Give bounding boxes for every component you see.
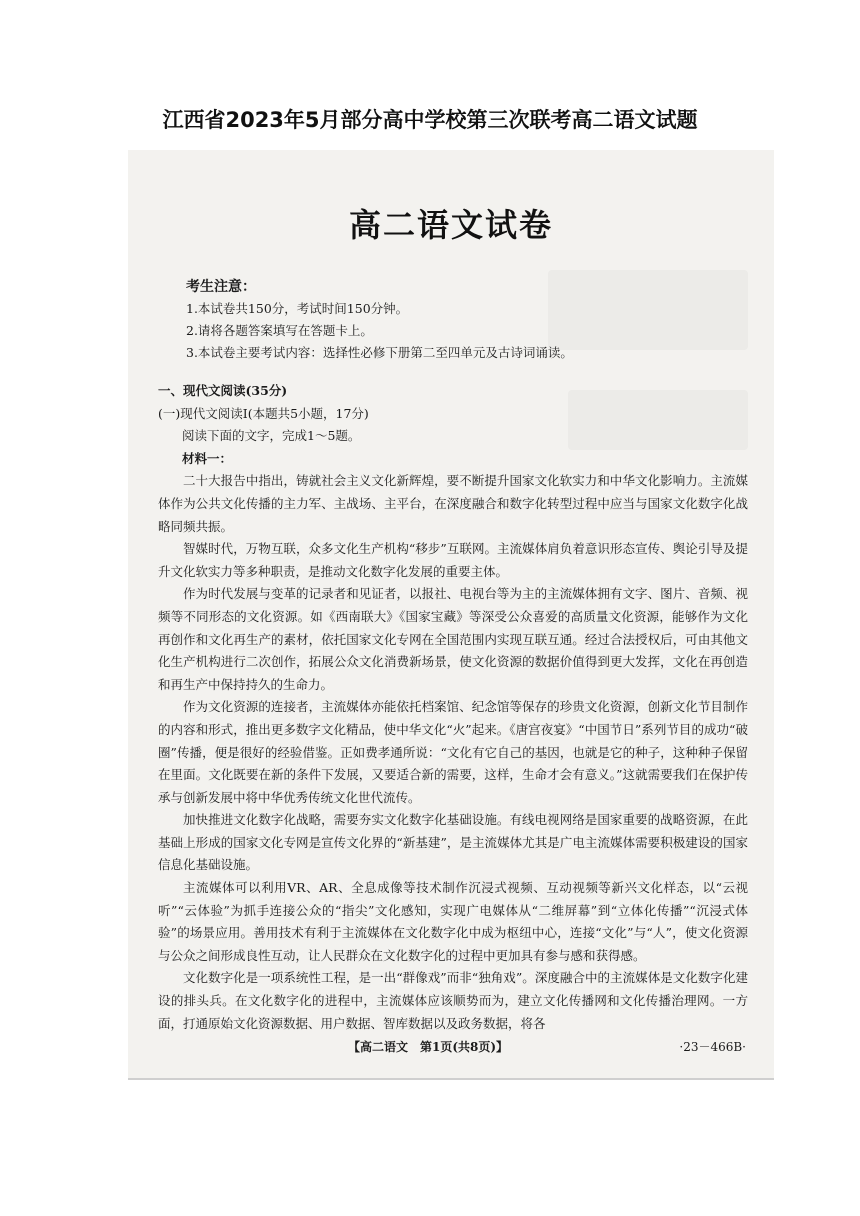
- paragraph: 作为文化资源的连接者，主流媒体亦能依托档案馆、纪念馆等保存的珍贵文化资源，创新文化节目制作的内容和形式，推出更多数字文化精品，使中华文化“火”起来。《唐宫夜宴》“中国节日”系列节目的成功“破圈”传播，便是很好的经验借鉴。正如费孝通所说：“文化有它自己的基因，也就是它的种子，这种种子保留在里面。文化既要在新的条件下发展，又要适合新的需要，这样，生命才会有意义。”这就需要我们在保护传承与创新发展中将中华优秀传统文化世代流传。: [158, 699, 748, 805]
- notice-heading: 考生注意：: [186, 279, 256, 295]
- notice-item: 3.本试卷主要考试内容：选择性必修下册第二至四单元及古诗词诵读。: [186, 345, 573, 360]
- paragraph: 智媒时代，万物互联，众多文化生产机构“移步”互联网。主流媒体肩负着意识形态宣传、舆论引导及提升文化软实力等多种职责，是推动文化数字化发展的重要主体。: [158, 541, 748, 579]
- reading-section: [158, 380, 748, 1035]
- document-title: 江西省2023年5月部分高中学校第三次联考高二语文试题: [162, 108, 698, 132]
- exam-code: ·23－466B·: [679, 1040, 746, 1054]
- paragraph: 二十大报告中指出，铸就社会主义文化新辉煌，要不断提升国家文化软实力和中华文化影响力。主流媒体作为公共文化传播的主力军、主战场、主平台，在深度融合和数字化转型过程中应当与国家文化数字化战略同频共振。: [158, 473, 748, 534]
- paragraph: 主流媒体可以利用VR、AR、全息成像等技术制作沉浸式视频、互动视频等新兴文化样态，以“云视听”“云体验”为抓手连接公众的“指尖”文化感知，实现广电媒体从“二维屏幕”到“立体化传播”“沉浸式体验”的场景应用。善用技术有利于主流媒体在文化数字化中成为枢纽中心，连接“文化”与“人”，使文化资源与公众之间形成良性互动，让人民群众在文化数字化的过程中更加具有参与感和获得感。: [158, 880, 748, 963]
- subsection-heading: (一)现代文阅读Ⅰ(本题共5小题，17分): [158, 405, 369, 421]
- section-heading: 一、现代文阅读(35分): [158, 383, 288, 398]
- paragraph: 作为时代发展与变革的记录者和见证者，以报社、电视台等为主的主流媒体拥有文字、图片、音频、视频等不同形态的文化资源。如《西南联大》《国家宝藏》等深受公众喜爱的高质量文化资源，能够作为文化再创作和文化再生产的素材，依托国家文化专网在全国范围内实现互联互通。经过合法授权后，可由其他文化生产机构进行二次创作，拓展公众文化消费新场景，使文化资源的数据价值得到更大发挥，文化在再创造和再生产中保持持久的生命力。: [158, 586, 748, 692]
- material-label: 材料一：: [182, 450, 233, 466]
- notice-item: 1.本试卷共150分，考试时间150分钟。: [186, 301, 409, 316]
- notice-item: 2.请将各题答案填写在答题卡上。: [186, 323, 373, 338]
- scan-bottom-edge: [128, 1078, 774, 1080]
- paragraph: 文化数字化是一项系统性工程，是一出“群像戏”而非“独角戏”。深度融合中的主流媒体是文化数字化建设的排头兵。在文化数字化的进程中，主流媒体应该顺势而为，建立文化传播网和文化传播治理网。一方面，打通原始文化资源数据、用户数据、智库数据以及政务数据，将各: [158, 970, 748, 1031]
- paper-title: 高二语文试卷: [348, 206, 553, 244]
- page-number: 【高二语文 第1页(共8页)】: [348, 1040, 509, 1054]
- paragraph: 加快推进文化数字化战略，需要夯实文化数字化基础设施。有线电视网络是国家重要的战略资源，在此基础上形成的国家文化专网是宣传文化界的“新基建”，是主流媒体尤其是广电主流媒体需要积极建设的国家信息化基础设施。: [158, 812, 748, 873]
- instruction-text: 阅读下面的文字，完成1～5题。: [182, 428, 361, 444]
- scanned-exam-page: [128, 150, 774, 1078]
- notice-block: [186, 276, 746, 364]
